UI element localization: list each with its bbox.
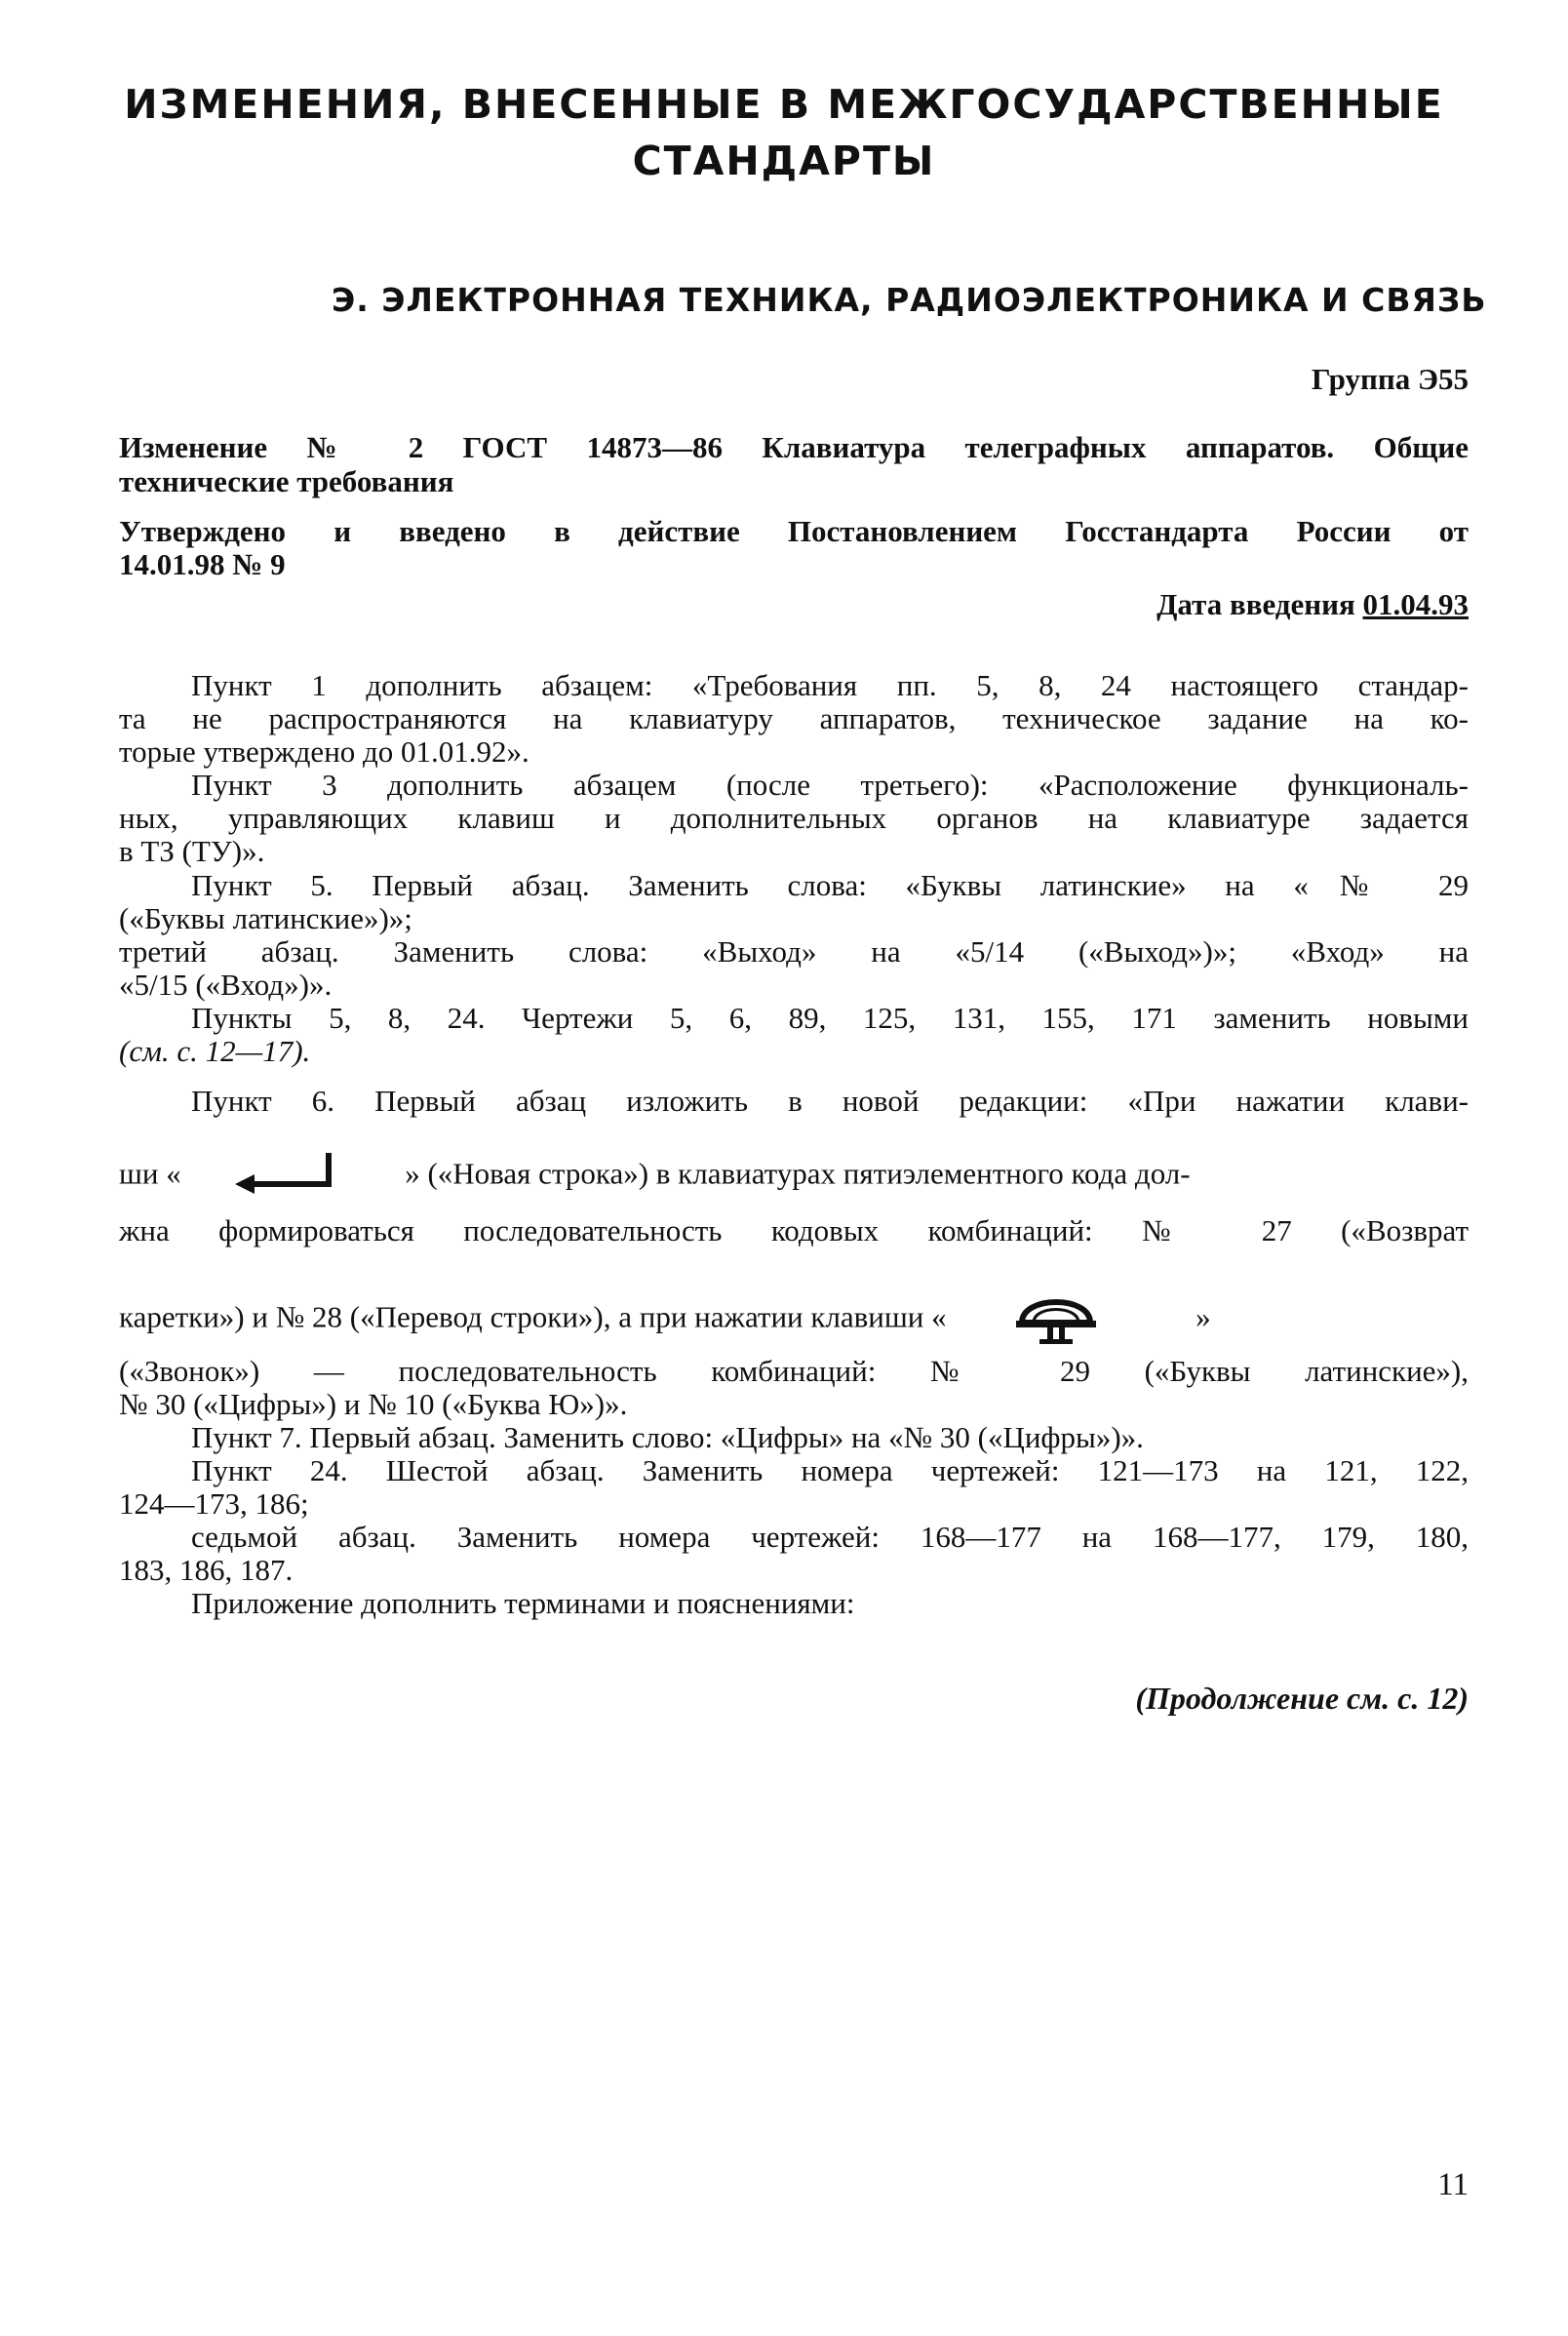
title-line-2: СТАНДАРТЫ [632, 138, 936, 184]
paragraph-line-with-key [119, 1149, 1469, 1205]
paragraph-line: Пункты 5, 8, 24. Чертежи 5, 6, 89, 125, 131, 155, 171 заменить новыми [191, 1001, 1469, 1035]
approval-line-2: 14.01.98 № 9 [119, 547, 286, 581]
paragraph-line: Пункт 7. Первый абзац. Заменить слово: «Цифры» на «№ 30 («Цифры»)». [191, 1420, 1144, 1454]
document-title [0, 76, 1568, 189]
paragraph-line: ных, управляющих клавиш и дополнительных органов на клавиатуре задается [119, 801, 1469, 835]
paragraph-line: Приложение дополнить терминами и пояснениями: [191, 1586, 855, 1620]
paragraph-line: № 30 («Цифры») и № 10 («Буква Ю»)». [119, 1387, 628, 1421]
group-label: Группа Э55 [1311, 362, 1469, 396]
paragraph-line: та не распространяются на клавиатуру аппаратов, техническое задание на ко- [119, 701, 1469, 735]
paragraph-line: торые утверждено до 01.01.92». [119, 734, 529, 769]
paragraph-line: Пункт 5. Первый абзац. Заменить слова: «Буквы латинские» на «№ 29 [191, 868, 1469, 902]
paragraph-line: 124—173, 186; [119, 1486, 309, 1521]
paragraph-fragment: каретки») и № 28 («Перевод строки»), а при нажатии клавиши « [119, 1299, 947, 1334]
effective-date [1156, 588, 1469, 621]
paragraph-line: («Буквы латинские»)»; [119, 901, 412, 935]
paragraph-fragment: » [1196, 1299, 1211, 1334]
paragraph-line: седьмой абзац. Заменить номера чертежей: 168—177 на 168—177, 179, 180, [191, 1520, 1469, 1554]
paragraph-line: «5/15 («Вход»)». [119, 968, 333, 1002]
paragraph-fragment: » («Новая строка») в клавиатурах пятиэлементного кода дол- [405, 1156, 1191, 1191]
paragraph-line: Пункт 24. Шестой абзац. Заменить номера чертежей: 121—173 на 121, 122, [191, 1453, 1469, 1487]
continuation-note: (Продолжение см. с. 12) [1135, 1681, 1469, 1716]
section-title: Э. ЭЛЕКТРОННАЯ ТЕХНИКА, РАДИОЭЛЕКТРОНИКА И СВЯЗЬ [332, 281, 1487, 319]
paragraph-line: Пункт 3 дополнить абзацем (после третьего): «Расположение функциональ- [191, 768, 1469, 802]
return-arrow-icon [221, 1149, 338, 1205]
paragraph-line: («Звонок») — последовательность комбинаций: № 29 («Буквы латинские»), [119, 1354, 1469, 1388]
change-title-line-1: Изменение № 2 ГОСТ 14873—86 Клавиатура телеграфных аппаратов. Общие [119, 430, 1469, 464]
title-line-1: ИЗМЕНЕНИЯ, ВНЕСЕННЫЕ В МЕЖГОСУДАРСТВЕННЫЕ [124, 81, 1444, 128]
page-number: 11 [1437, 2167, 1469, 2202]
change-title-line-2: технические требования [119, 464, 454, 498]
paragraph-line: третий абзац. Заменить слова: «Выход» на «5/14 («Выход»)»; «Вход» на [119, 934, 1469, 969]
paragraph-fragment: ши « [119, 1156, 181, 1191]
bell-icon [1012, 1286, 1100, 1355]
effective-date-value: 01.04.93 [1362, 587, 1469, 621]
paragraph-line: жна формироваться последовательность кодовых комбинаций: № 27 («Возврат [119, 1213, 1469, 1247]
approval-line-1: Утверждено и введено в действие Постановлением Госстандарта России от [119, 514, 1469, 548]
paragraph-line: (см. с. 12—17). [119, 1034, 311, 1068]
paragraph-line: Пункт 6. Первый абзац изложить в новой редакции: «При нажатии клави- [191, 1084, 1469, 1118]
paragraph-line: Пункт 1 дополнить абзацем: «Требования пп. 5, 8, 24 настоящего стандар- [191, 668, 1469, 702]
paragraph-line-with-key [119, 1286, 1469, 1355]
paragraph-line: в ТЗ (ТУ)». [119, 834, 265, 868]
paragraph-line: 183, 186, 187. [119, 1553, 294, 1587]
effective-date-label: Дата введения [1156, 587, 1355, 621]
